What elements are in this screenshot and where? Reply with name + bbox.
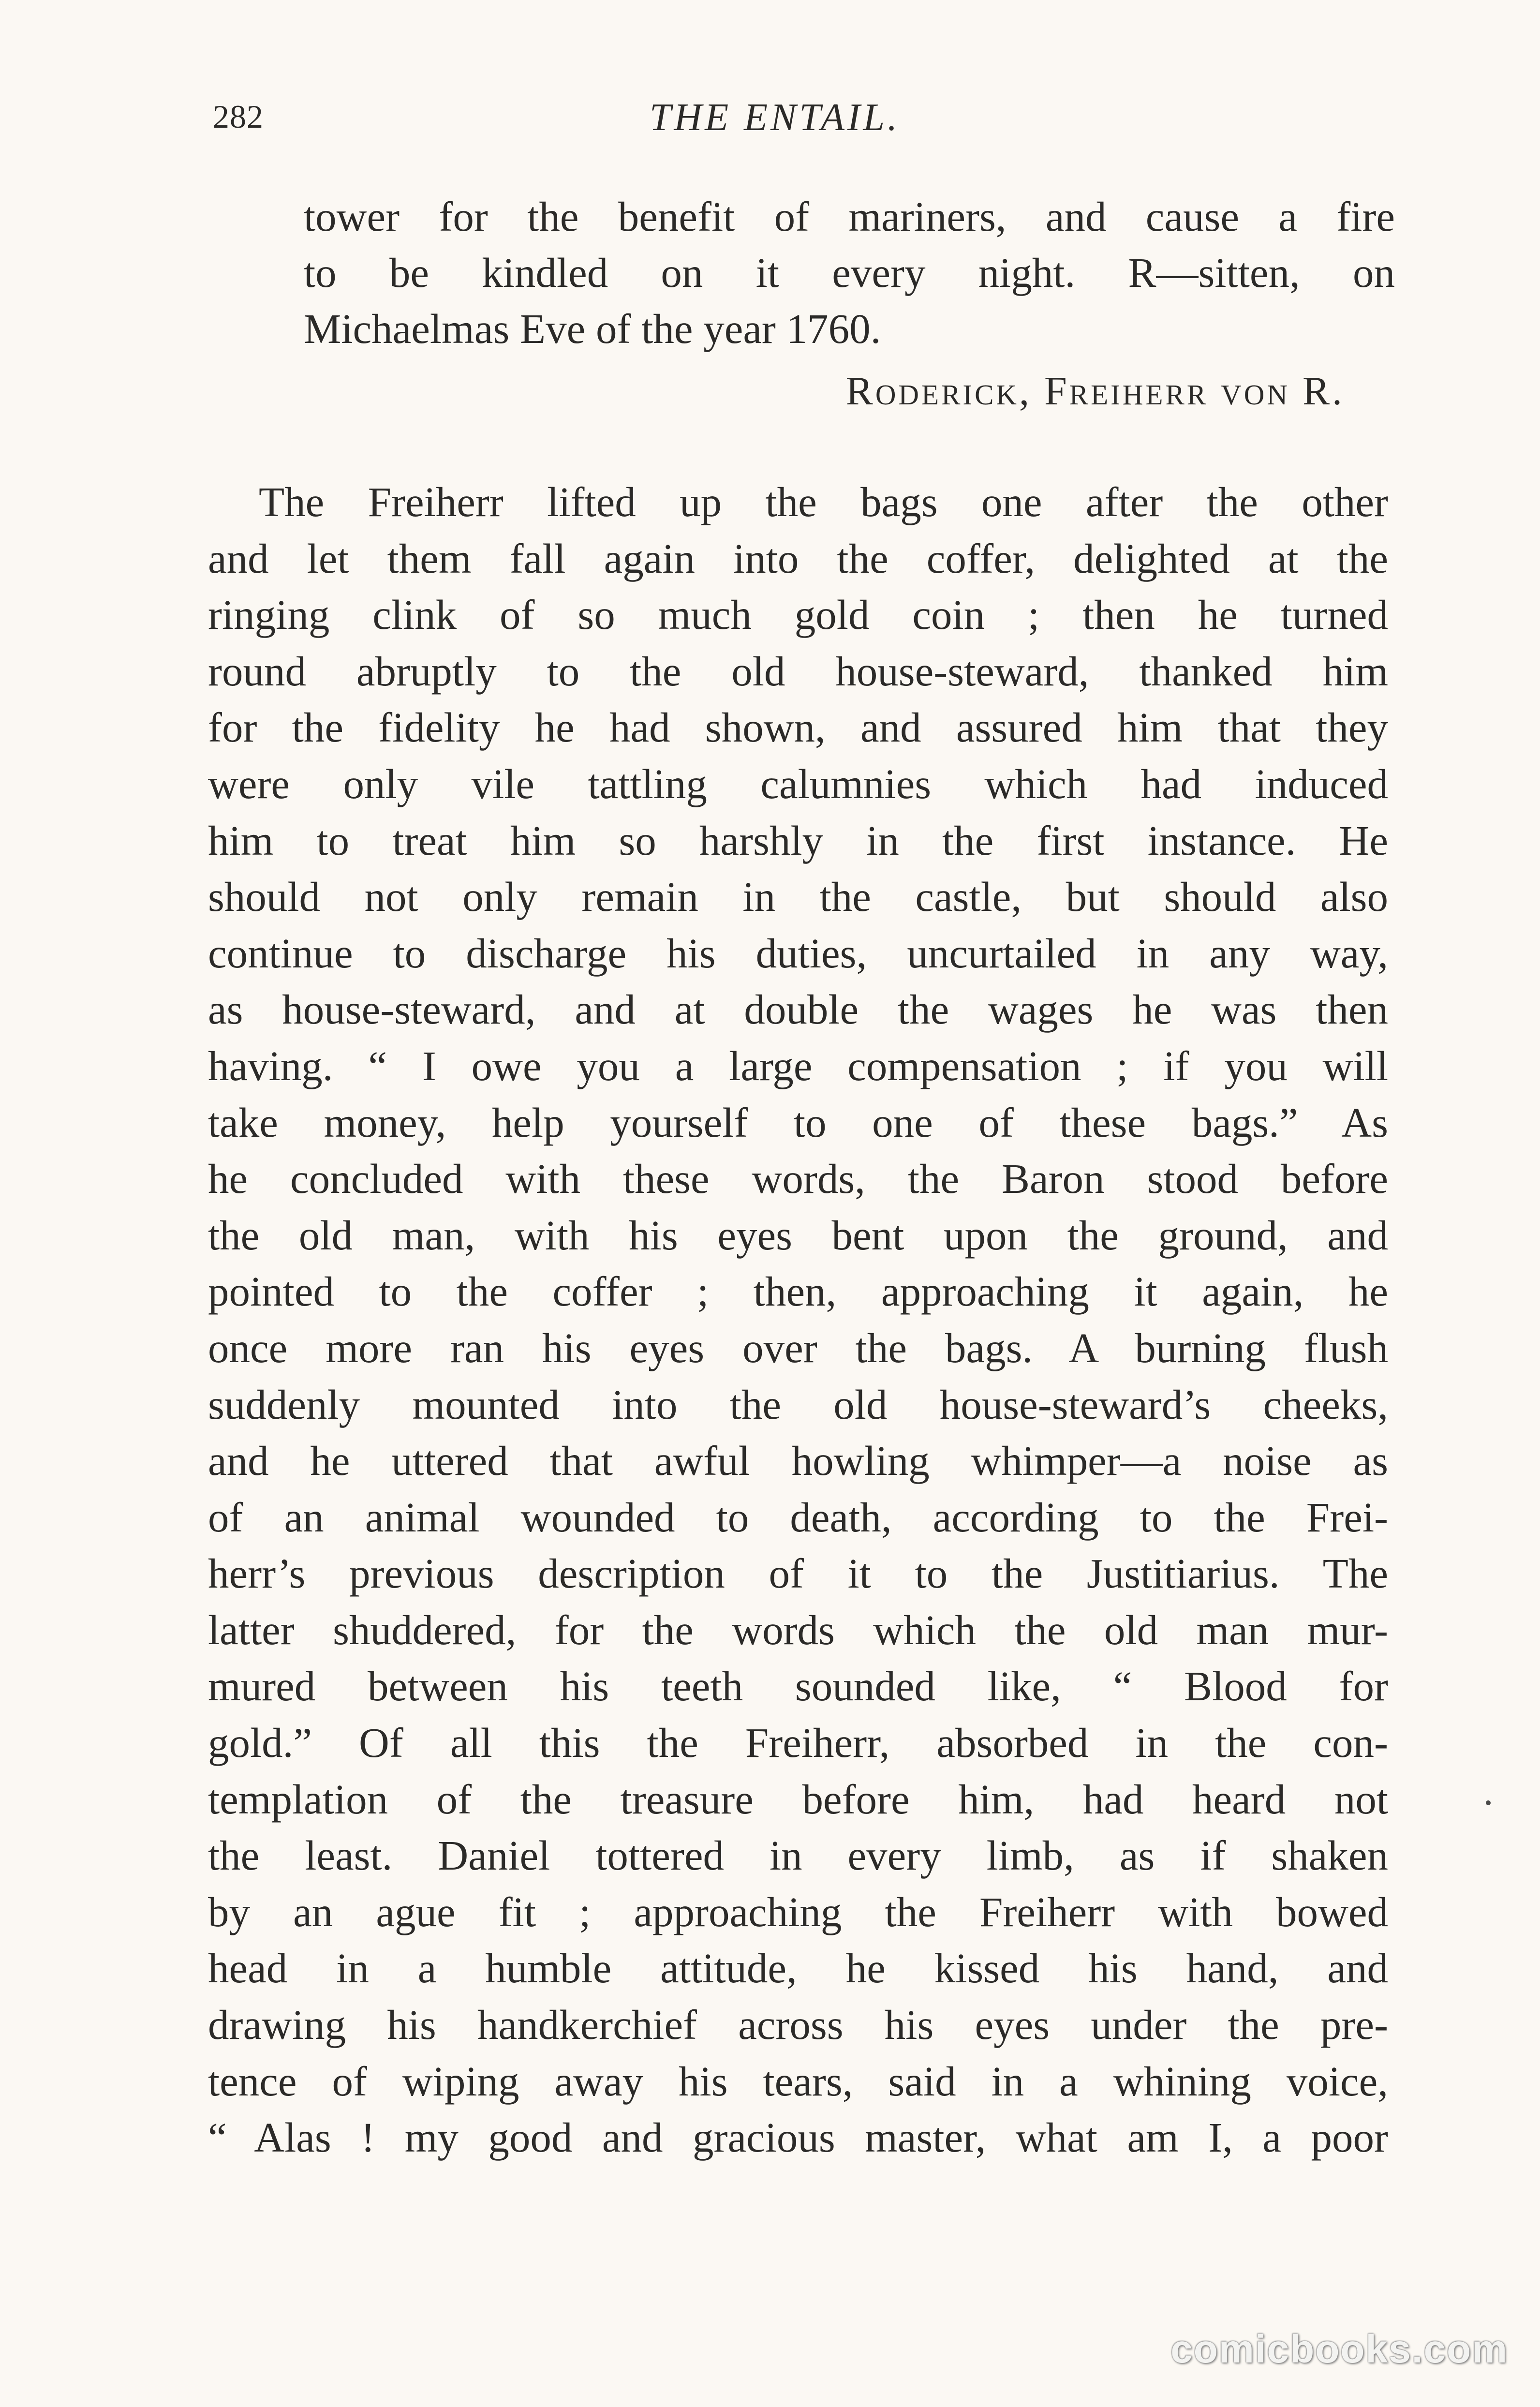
letter-line: Michaelmas Eve of the year 1760. [304, 305, 881, 352]
body-line: of an animal wounded to death, according to the Frei- [208, 1493, 1388, 1541]
body-line: mured between his teeth sounded like, “ Blood for [208, 1663, 1388, 1710]
body-line: “ Alas ! my good and gracious master, what am I, a poor [208, 2114, 1388, 2161]
body-line: ringing clink of so much gold coin ; then he turned [208, 591, 1388, 639]
body-line: the least. Daniel tottered in every limb, as if shaken [208, 1832, 1388, 1879]
body-line: tence of wiping away his tears, said in a whining voice, [208, 2057, 1388, 2105]
body-line: for the fidelity he had shown, and assured him that they [208, 704, 1388, 751]
body-paragraph [208, 474, 1388, 2166]
paper-speck [1486, 1800, 1491, 1805]
running-title: THE ENTAIL. [650, 96, 900, 139]
body-line: having. “ I owe you a large compensation ; if you will [208, 1042, 1388, 1089]
body-line: The Freiherr lifted up the bags one after the other [259, 478, 1388, 525]
page-number: 282 [213, 98, 264, 135]
letter-tail [304, 189, 1395, 357]
body-line: herr’s previous description of it to the Justitiarius. The [208, 1550, 1388, 1597]
body-line: the old man, with his eyes bent upon the ground, and [208, 1211, 1388, 1259]
body-line: and he uttered that awful howling whimper—a noise as [208, 1437, 1388, 1485]
letter-line: tower for the benefit of mariners, and cause a fire [304, 193, 1395, 240]
letter-signature: Roderick, Freiherr von R. [845, 369, 1345, 414]
body-line: and let them fall again into the coffer, delighted at the [208, 535, 1388, 582]
body-line: latter shuddered, for the words which the old man mur- [208, 1606, 1388, 1653]
body-line: he concluded with these words, the Baron stood before [208, 1155, 1388, 1203]
body-line: drawing his handkerchief across his eyes under the pre- [208, 2001, 1388, 2049]
body-line: round abruptly to the old house-steward, thanked him [208, 647, 1388, 695]
body-line: as house-steward, and at double the wages he was then [208, 986, 1388, 1033]
body-line: suddenly mounted into the old house-steward’s cheeks, [208, 1381, 1388, 1428]
body-line: head in a humble attitude, he kissed his hand, and [208, 1945, 1388, 1992]
body-line: templation of the treasure before him, had heard not [208, 1775, 1388, 1823]
body-line: pointed to the coffer ; then, approaching it again, he [208, 1268, 1388, 1315]
body-line: take money, help yourself to one of these bags.” As [208, 1099, 1388, 1146]
body-line: by an ague fit ; approaching the Freiherr with bowed [208, 1888, 1388, 1935]
body-line: him to treat him so harshly in the first instance. He [208, 817, 1388, 864]
body-line: were only vile tattling calumnies which had induced [208, 760, 1388, 807]
body-line: once more ran his eyes over the bags. A burning flush [208, 1324, 1388, 1371]
body-line: gold.” Of all this the Freiherr, absorbed in the con- [208, 1719, 1388, 1767]
body-line: should not only remain in the castle, but should also [208, 873, 1388, 921]
body-line: continue to discharge his duties, uncurtailed in any way, [208, 929, 1388, 977]
watermark: comicbooks.com [1170, 2327, 1508, 2371]
letter-line: to be kindled on it every night. R—sitten, on [304, 249, 1395, 296]
